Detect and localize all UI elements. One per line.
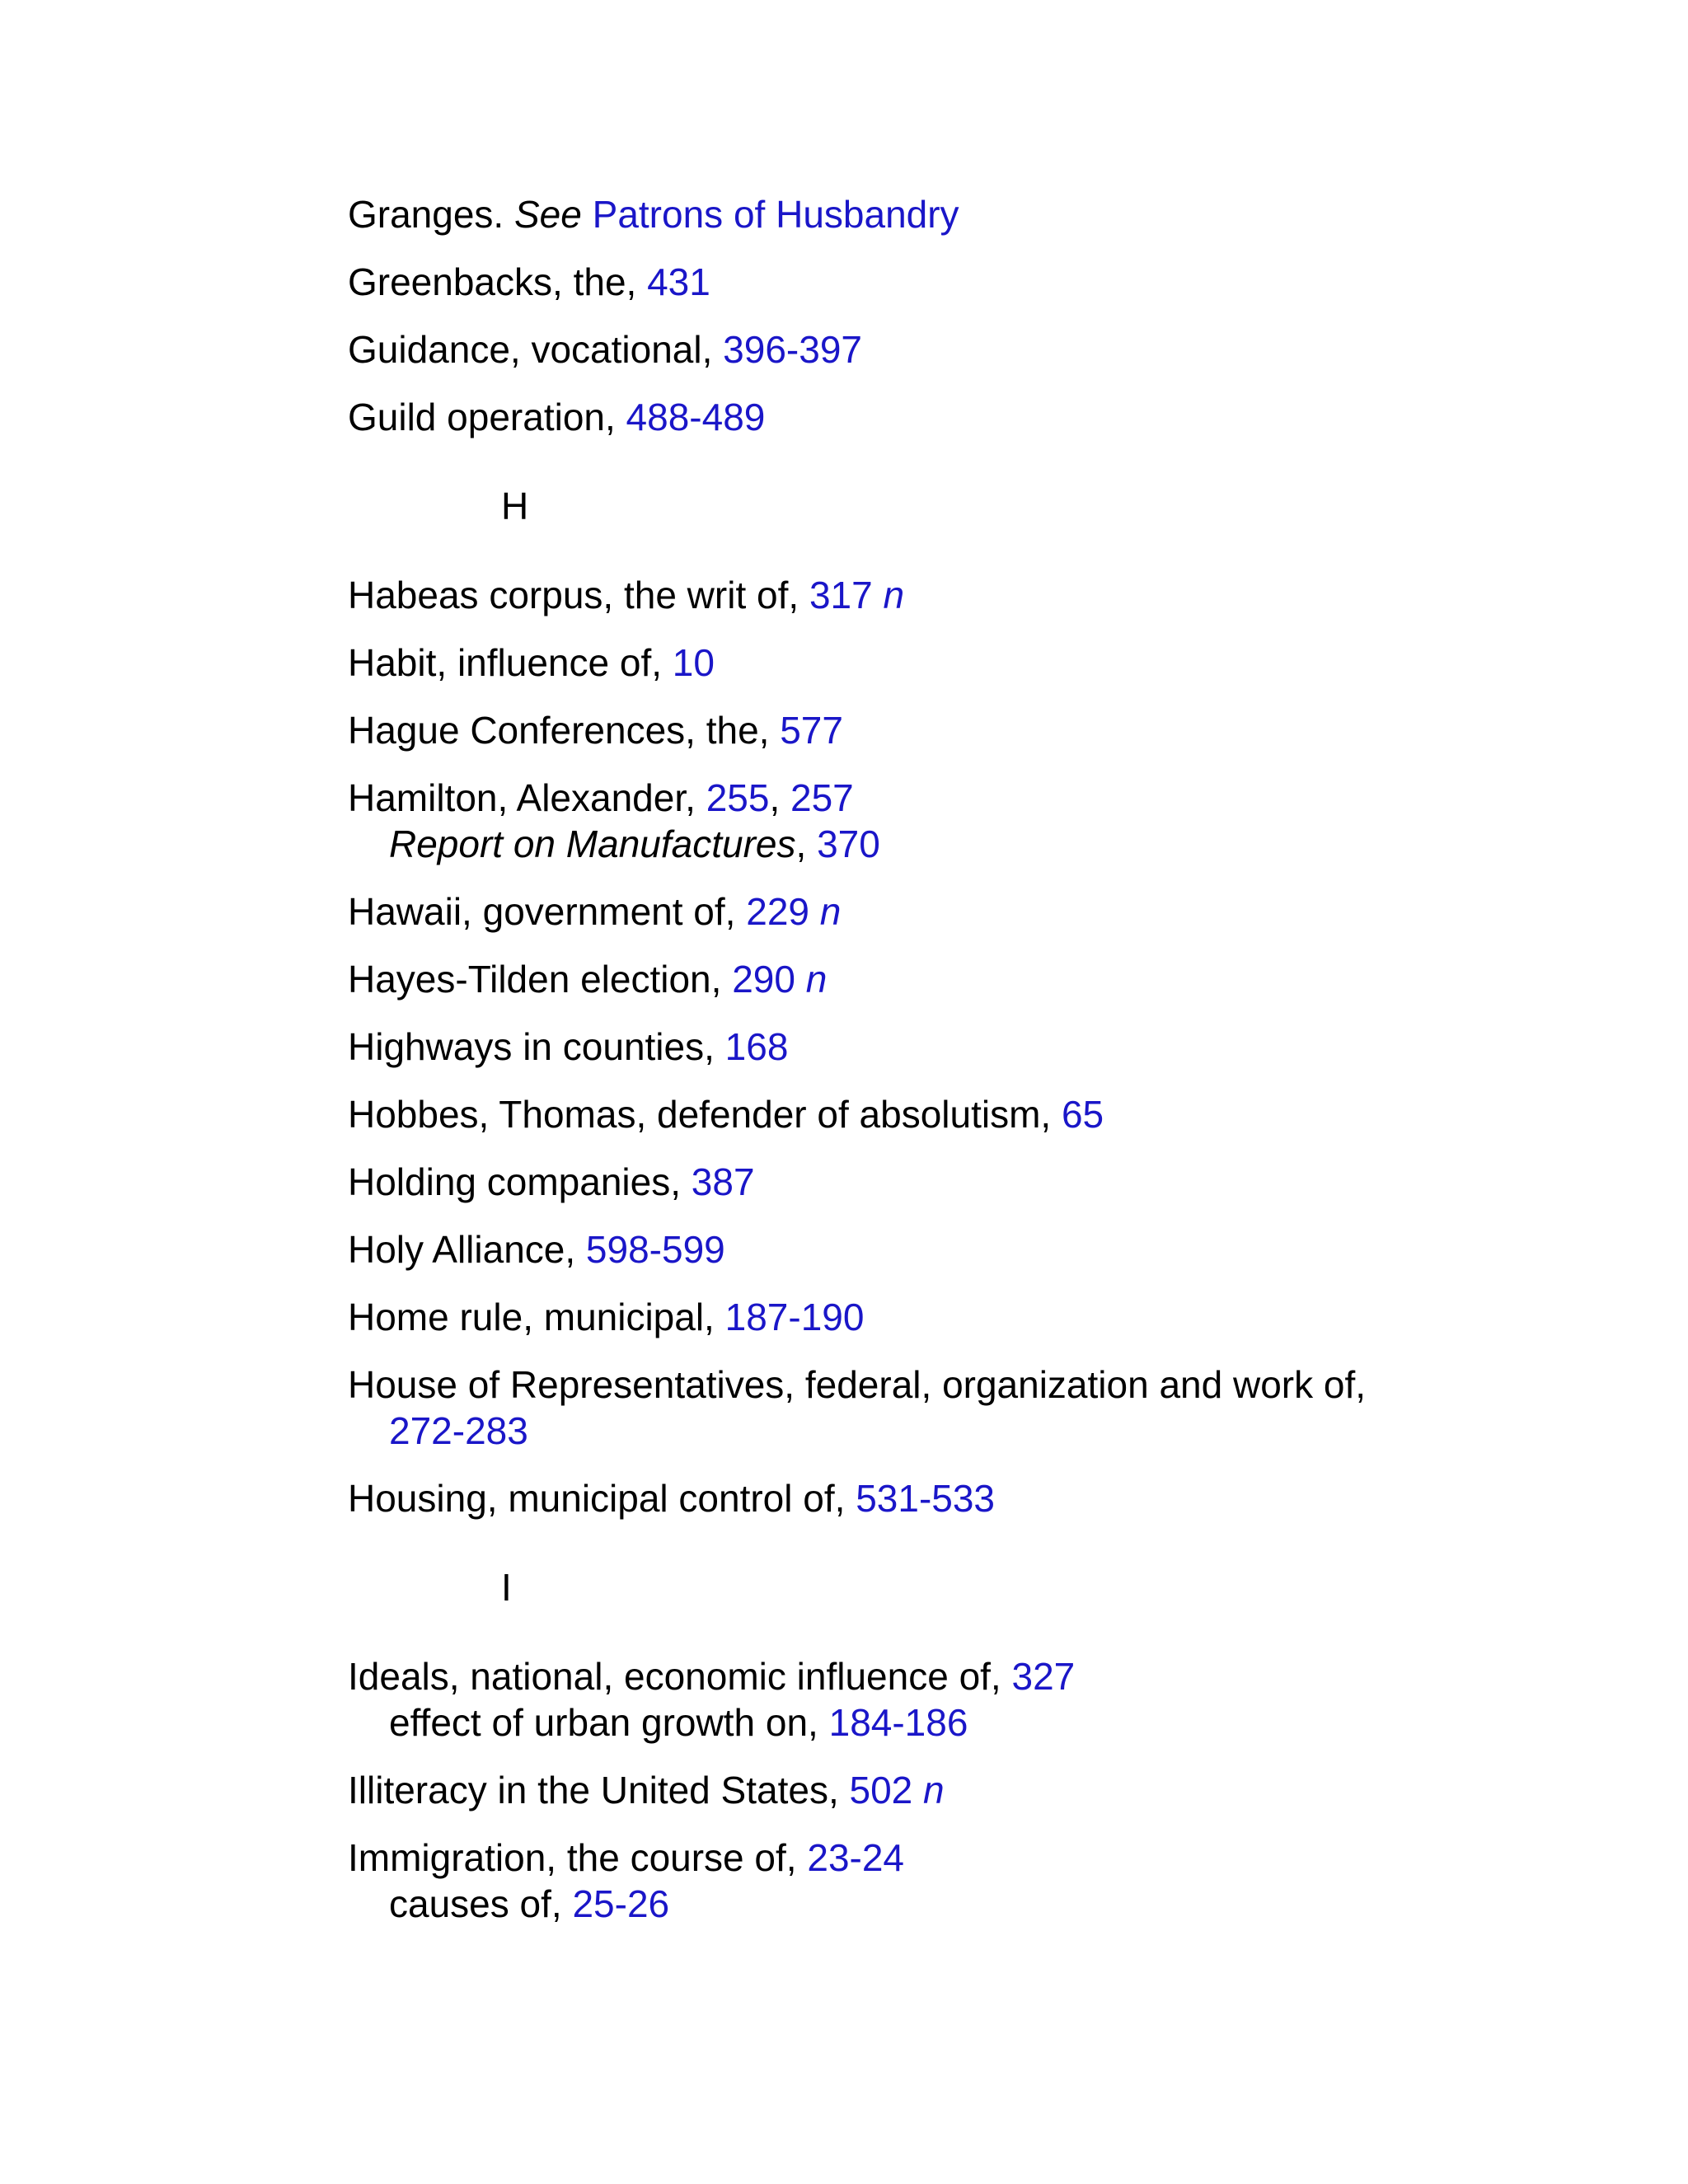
see-label: See	[514, 193, 582, 236]
entry-heading: Greenbacks, the,	[348, 260, 648, 303]
index-entry-habeas-corpus	[348, 572, 1617, 618]
section-letter-h: H	[501, 485, 529, 527]
entry-heading: Holding companies,	[348, 1160, 692, 1203]
index-entry-highways	[348, 1024, 1617, 1070]
page-link[interactable]: 184-186	[828, 1701, 968, 1744]
index-entry-granges	[348, 191, 1617, 237]
entry-heading: Granges.	[348, 193, 514, 236]
separator: ,	[769, 776, 790, 819]
note-marker: n	[805, 958, 828, 1001]
entry-heading: Housing, municipal control of,	[348, 1477, 856, 1520]
page-link[interactable]: 502 n	[849, 1769, 945, 1811]
entry-heading: Holy Alliance,	[348, 1228, 586, 1271]
index-entry-hayes-tilden	[348, 956, 1617, 1002]
page-link[interactable]: 598-599	[585, 1228, 725, 1271]
page-link[interactable]: 255	[706, 776, 770, 819]
page-link[interactable]: 577	[780, 709, 843, 752]
entry-heading: Hague Conferences, the,	[348, 709, 781, 752]
entry-heading: Highways in counties,	[348, 1025, 725, 1068]
entry-heading: Home rule, municipal,	[348, 1296, 725, 1338]
subentry-title: Report on Manufactures	[389, 823, 796, 865]
index-entry-hamilton	[348, 775, 1617, 867]
entry-heading: Hawaii, government of,	[348, 890, 747, 933]
page-link[interactable]: 431	[647, 260, 710, 303]
page-link[interactable]: 257	[790, 776, 854, 819]
index-entry-greenbacks	[348, 259, 1617, 305]
entry-heading: Hayes-Tilden election,	[348, 958, 733, 1001]
entry-heading: Hobbes, Thomas, defender of absolutism,	[348, 1093, 1062, 1136]
separator: ,	[795, 823, 818, 865]
entry-heading: Guidance, vocational,	[348, 328, 724, 371]
entry-heading: House of Representatives, federal, organization and work of,	[348, 1363, 1367, 1406]
page-link[interactable]: 272-283	[389, 1409, 528, 1452]
page-link[interactable]: 25-26	[572, 1882, 670, 1925]
page-link[interactable]: 168	[724, 1025, 789, 1068]
page-link[interactable]: 387	[691, 1160, 755, 1203]
index-entry-guild	[348, 394, 1617, 440]
page-link[interactable]: 65	[1061, 1093, 1104, 1136]
entry-heading: Immigration, the course of,	[348, 1836, 808, 1879]
entry-heading: Ideals, national, economic influence of,	[348, 1655, 1012, 1698]
page-link[interactable]: 317 n	[809, 574, 905, 616]
index-entry-hague	[348, 707, 1617, 753]
index-entry-immigration	[348, 1835, 1617, 1927]
page-link[interactable]: 187-190	[724, 1296, 865, 1338]
index-entry-hawaii	[348, 888, 1617, 935]
entry-heading: Habit, influence of,	[348, 641, 673, 684]
cross-reference-link[interactable]: Patrons of Husbandry	[592, 193, 959, 236]
page-link[interactable]: 10	[672, 641, 715, 684]
index-entry-ideals	[348, 1653, 1617, 1746]
subentry-text: effect of urban growth on,	[389, 1701, 829, 1744]
note-marker: n	[923, 1769, 945, 1811]
section-letter-i: I	[501, 1566, 512, 1609]
entry-heading: Hamilton, Alexander,	[348, 776, 706, 819]
page-link[interactable]: 488-489	[626, 396, 766, 438]
index-entry-house-of-representatives	[348, 1361, 1617, 1454]
page-link[interactable]: 370	[817, 823, 880, 865]
index-entry-holy-alliance	[348, 1226, 1617, 1272]
index-entry-guidance	[348, 326, 1617, 373]
note-marker: n	[883, 574, 905, 616]
index-entry-holding-companies	[348, 1159, 1617, 1205]
index-entry-home-rule	[348, 1294, 1617, 1340]
index-entry-habit	[348, 640, 1617, 686]
note-marker: n	[819, 890, 842, 933]
index-entry-hobbes	[348, 1091, 1617, 1137]
index-entry-housing	[348, 1475, 1617, 1521]
page-link[interactable]: 290 n	[732, 958, 828, 1001]
page-link[interactable]: 531-533	[856, 1477, 996, 1520]
index-entry-illiteracy	[348, 1767, 1617, 1813]
page-link[interactable]: 229 n	[746, 890, 842, 933]
index-page	[348, 191, 1617, 1948]
page-link[interactable]: 23-24	[807, 1836, 905, 1879]
entry-heading: Illiteracy in the United States,	[348, 1769, 850, 1811]
page-link[interactable]: 327	[1011, 1655, 1076, 1698]
subentry-text: causes of,	[389, 1882, 573, 1925]
entry-heading: Habeas corpus, the writ of,	[348, 574, 809, 616]
entry-heading: Guild operation,	[348, 396, 626, 438]
page-link[interactable]: 396-397	[723, 328, 862, 371]
